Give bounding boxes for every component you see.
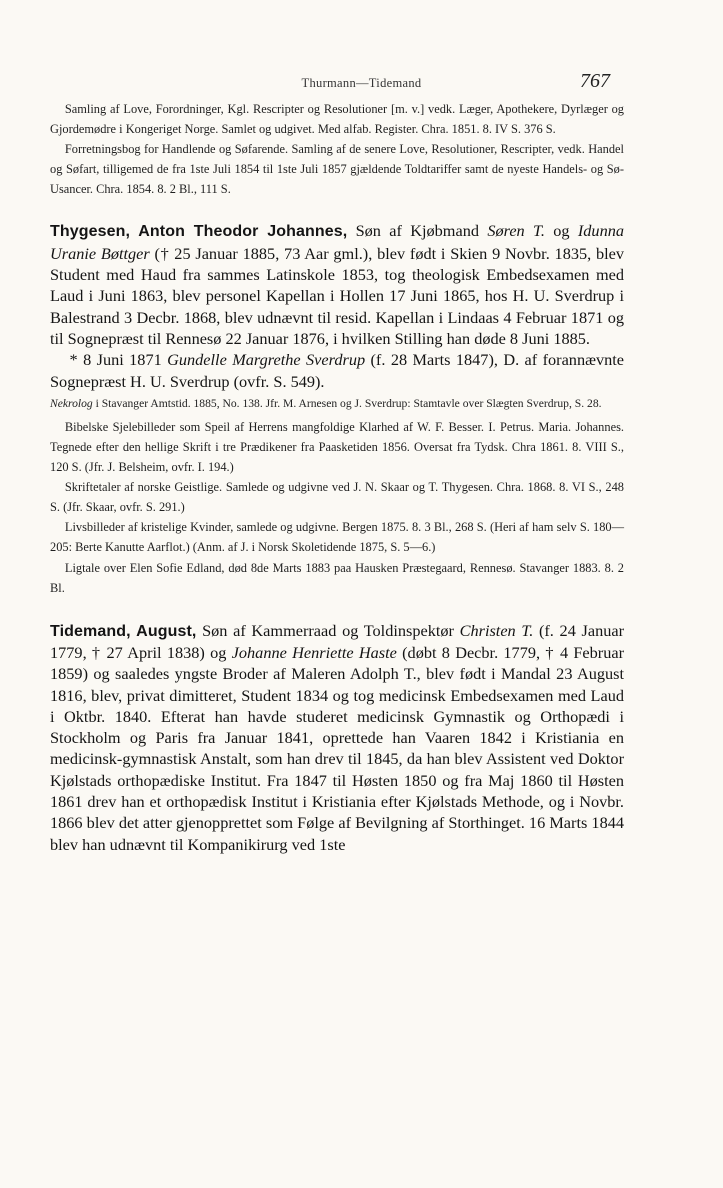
page-number: 767 <box>580 70 610 92</box>
marriage-text: * 8 Juni 1871 <box>69 350 168 370</box>
father-name: Søren T. <box>487 221 545 241</box>
bio-text: og <box>544 221 578 241</box>
bio-text: (f. 24 Januar 1779, † 27 April 1838) og <box>50 620 624 662</box>
page-header <box>0 68 723 98</box>
bio-text: Søn af Kjøbmand <box>347 221 488 241</box>
reference-note <box>50 394 624 413</box>
reference-label: Nekrolog <box>50 396 93 410</box>
spouse-name: Gundelle Margrethe Sverdrup <box>167 350 366 370</box>
biography-paragraph <box>50 620 624 855</box>
works-list <box>50 417 624 598</box>
reference-text: i Stavanger Amtstid. 1885, No. 138. Jfr. M. Arnesen og J. Sverdrup: Stamtavle over Slægten Sverdrup, S. 28. <box>92 396 602 410</box>
work-item: Ligtale over Elen Sofie Edland, død 8de Marts 1883 paa Hausken Præstegaard, Rennesø. Stavanger 1883. 8. 2 Bl. <box>50 560 624 595</box>
work-item: Skriftetaler af norske Geistlige. Samlede og udgivne ved J. N. Skaar og T. Thygesen. Chra. 1868. 8. VI S., 248 S. (Jfr. Skaar, ovfr. S. 291.) <box>50 480 624 515</box>
entry-name: Thygesen, Anton Theodor Johannes, <box>50 223 348 241</box>
marriage-text: (f. 28 Marts 1847), D. af forannævnte Sognepræst H. U. Sverdrup (ovfr. S. 549). <box>50 350 624 391</box>
bio-text: († 25 Januar 1885, 73 Aar gml.), blev født i Skien 9 Novbr. 1835, blev Student med Haud fra sammes Latinskole 1853, tog theologisk Embedsexamen med Laud i Juni 1863, blev personel Kapellan i Hollen 17 Juni 1865, hos H. U. Sverdrup i Balestrand 3 Decbr. 1868, blev udnævnt til resid. Kapellan i Lindaas 4 Februar 1871 og til Sognepræst til Rennesø 22 Januar 1876, i hvilken Stilling han døde 8 Juni 1885. <box>50 243 624 348</box>
work-item: Bibelske Sjelebilleder som Speil af Herrens mangfoldige Klarhed af W. F. Besser. I. Petrus. Maria. Johannes. Tegnede efter den hellige Skrift i tre Prædikener fra Paasketiden 1856. Oversat fra Tydsk. Chra 1861. 8. VIII S., 120 S. (Jfr. J. Belsheim, ovfr. I. 194.) <box>50 419 624 475</box>
work-item: Forretningsbog for Handlende og Søfarende. Samling af de senere Love, Resolutioner, Rescripter, vedk. Handel og Søfart, tilligemed de fra 1ste Juli 1854 til 1ste Juli 1857 gjældende Toldtariffer samt de nyeste Handels- og Sø-Usancer. Chra. 1854. 8. 2 Bl., 111 S. <box>50 142 624 197</box>
entry-tidemand <box>50 620 624 855</box>
bio-text: Søn af Kammerraad og Toldinspektør <box>196 620 460 640</box>
biography-paragraph <box>50 220 624 349</box>
prior-entry-works <box>50 99 624 199</box>
entry-name: Tidemand, August, <box>50 622 197 640</box>
bio-text: (døbt 8 Decbr. 1779, † 4 Februar 1859) og saaledes yngste Broder af Maleren Adolph T., blev født i Mandal 23 August 1816, blev, privat dimitteret, Student 1834 og tog medicinsk Embedsexamen med Laud i Oktbr. 1840. Efterat han havde studeret medicinsk Gymnastik og Orthopædi i Stockholm og Paris fra Januar 1841, oprettede han Vaaren 1842 i Kristiania en medicinsk-gymnastisk Anstalt, som han drev til 1845, da han blev Assistent ved Doktor Kjølstads orthopædiske Institut. Fra 1847 til Høsten 1850 og fra Maj 1860 til Høsten 1861 drev han et orthopædisk Institut i Kristiania efter Kjølstads Methode, og i Novbr. 1866 blev det atter gjenopprettet som Følge af Bevilgning af Storthinget. 16 Marts 1844 blev han udnævnt til Kompanikirurg ved 1ste <box>50 642 625 854</box>
father-name: Christen T. <box>459 620 534 640</box>
running-head: Thurmann—Tidemand <box>301 76 422 90</box>
mother-name: Johanne Henriette Haste <box>231 642 397 662</box>
marriage-paragraph <box>50 349 624 392</box>
page-content <box>50 99 624 855</box>
entry-thygesen <box>50 220 624 597</box>
work-item: Livsbilleder af kristelige Kvinder, samlede og udgivne. Bergen 1875. 8. 3 Bl., 268 S. (Heri af ham selv S. 180—205: Berte Kanutte Aarflot.) (Anm. af J. i Norsk Skoletidende 1875, S. 5—6.) <box>50 520 624 555</box>
mother-name: Idunna Uranie Bøttger <box>50 221 624 263</box>
work-item: Samling af Love, Forordninger, Kgl. Rescripter og Resolutioner [m. v.] vedk. Læger, Apothekere, Dyrlæger og Gjordemødre i Kongeriget Norge. Samlet og udgivet. Med alfab. Register. Chra. 1851. 8. IV S. 376 S. <box>50 102 624 137</box>
